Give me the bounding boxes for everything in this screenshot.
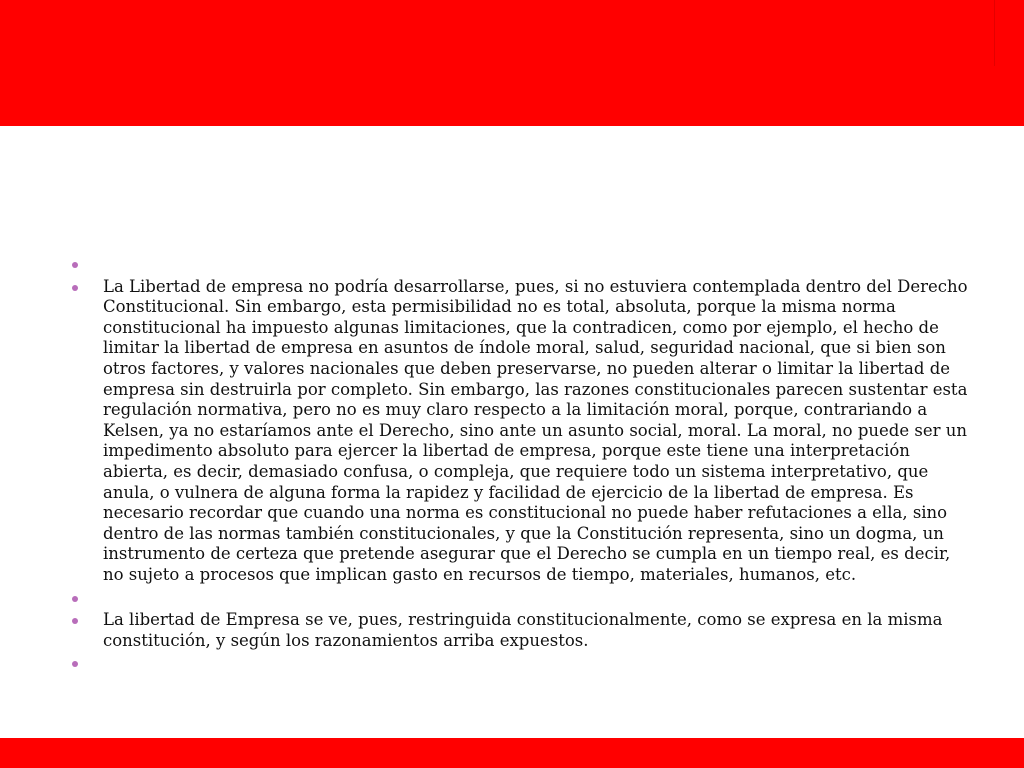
- bullet-item-libertad-de-empresa: [70, 277, 970, 586]
- bullet-list: [70, 254, 970, 674]
- top-band-divider-line: [994, 0, 995, 66]
- bottom-red-band: [0, 738, 1024, 768]
- slide-content: [70, 254, 970, 676]
- bullet-dot-icon: [72, 262, 78, 268]
- top-red-band: [0, 0, 1024, 126]
- bullet-dot-icon: [72, 661, 78, 667]
- bullet-text: La libertad de Empresa se ve, pues, restringuida constitucionalmente, como se expresa en la misma constitución, y según los razonamientos arriba expuestos.: [103, 610, 943, 650]
- bullet-dot-icon: [72, 596, 78, 602]
- bullet-dot-icon: [72, 285, 78, 291]
- bullet-text: La Libertad de empresa no podría desarrollarse, pues, si no estuviera contemplada dentro del Derecho Constitucional. Sin embargo, esta permisibilidad no es total, absoluta, porque la misma norma constitucional ha impuesto algunas limitaciones, que la contradicen, como por ejemplo, el hecho de limitar la libertad de empresa en asuntos de índole moral, salud, seguridad nacional, que si bien son otros factores, y valores nacionales que deben preservarse, no pueden alterar o limitar la libertad de empresa sin destruirla por completo. Sin embargo, las razones constitucionales parecen sustentar esta regulación normativa, pero no es muy claro respecto a la limitación moral, porque, contrariando a Kelsen, ya no estaríamos ante el Derecho, sino ante un asunto social, moral. La moral, no puede ser un impedimento absoluto para ejercer la libertad de empresa, porque este tiene una interpretación abierta, es decir, demasiado confusa, o compleja, que requiere todo un sistema interpretativo, que anula, o vulnera de alguna forma la rapidez y facilidad de ejercicio de la libertad de empresa. Es necesario recordar que cuando una norma es constitucional no puede haber refutaciones a ella, sino dentro de las normas también constitucionales, y que la Constitución representa, sino un dogma, un instrumento de certeza que pretende asegurar que el Derecho se cumpla en un tiempo real, es decir, no sujeto a procesos que implican gasto en recursos de tiempo, materiales, humanos, etc.: [103, 276, 968, 584]
- bullet-item-empty-3: [70, 653, 970, 674]
- bullet-item-conclusion: [70, 610, 970, 651]
- bullet-dot-icon: [72, 618, 78, 624]
- bullet-item-empty-1: [70, 254, 970, 275]
- bullet-item-empty-2: [70, 588, 970, 609]
